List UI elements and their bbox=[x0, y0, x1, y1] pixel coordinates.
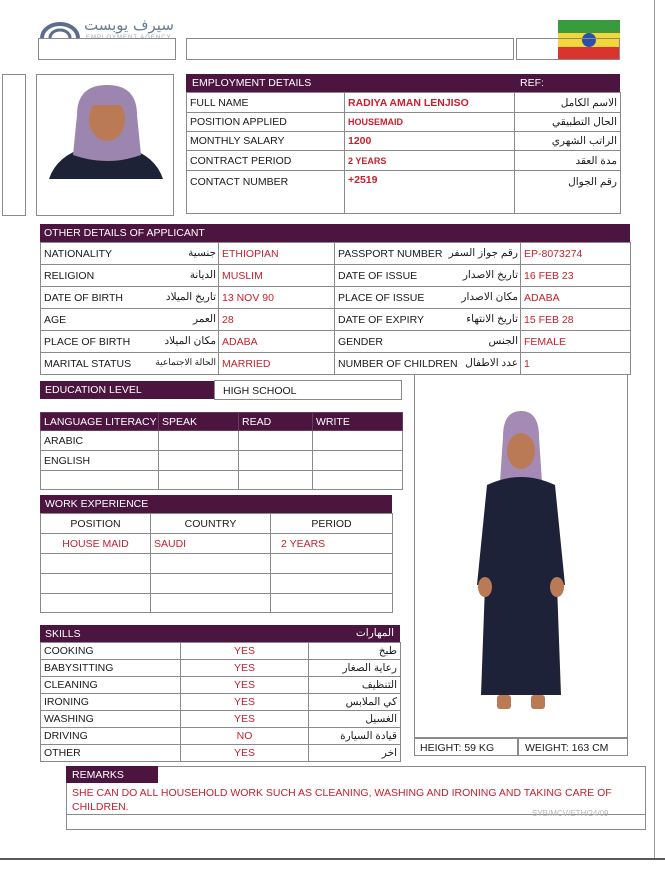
table-row bbox=[41, 694, 401, 711]
work-title: WORK EXPERIENCE bbox=[45, 498, 149, 510]
salary-arabic: الراتب الشهري bbox=[515, 132, 621, 151]
page-edge bbox=[654, 0, 655, 858]
skill-other-arabic: اخر bbox=[309, 745, 401, 762]
pob-arabic: مكان الميلاد bbox=[164, 335, 216, 347]
logo-subtitle: EMPLOYMENT AGENCY bbox=[86, 35, 172, 41]
full-name-value: RADIYA AMAN LENJISO bbox=[345, 93, 515, 113]
nationality-value: ETHIOPIAN bbox=[219, 243, 335, 265]
skill-driving-value: NO bbox=[181, 728, 309, 745]
remarks-text: SHE CAN DO ALL HOUSEHOLD WORK SUCH AS CLEANING, WASHING AND IRONING AND TAKING CARE OF CHILDREN. bbox=[72, 787, 612, 813]
side-box bbox=[2, 74, 26, 216]
skills-title-arabic: المهارات bbox=[355, 627, 394, 639]
table-row bbox=[41, 451, 403, 471]
contact-arabic: رقم الجوال bbox=[515, 171, 621, 214]
children-label: NUMBER OF CHILDREN bbox=[338, 357, 458, 370]
expiry-arabic: تاريخ الانتهاء bbox=[466, 313, 518, 325]
religion-value: MUSLIM bbox=[219, 265, 335, 287]
position-label: POSITION APPLIED bbox=[187, 113, 345, 132]
dob-arabic: تاريخ الميلاد bbox=[165, 291, 216, 303]
skill-other: OTHER bbox=[41, 745, 181, 762]
table-row bbox=[41, 471, 403, 490]
portrait-figure-icon bbox=[37, 75, 173, 215]
children-value: 1 bbox=[521, 353, 631, 375]
table-row bbox=[41, 574, 393, 594]
table-row bbox=[41, 243, 631, 265]
gender-arabic: الجنس bbox=[488, 335, 518, 347]
issue-place-label: PLACE OF ISSUE bbox=[338, 291, 425, 304]
nationality-cell bbox=[41, 243, 219, 265]
skill-washing: WASHING bbox=[41, 711, 181, 728]
language-english: ENGLISH bbox=[41, 451, 159, 471]
passport-label: PASSPORT NUMBER bbox=[338, 247, 443, 260]
table-row bbox=[41, 745, 401, 762]
portrait-photo bbox=[36, 74, 174, 216]
table-row bbox=[187, 171, 621, 214]
work-table bbox=[40, 513, 393, 613]
table-row bbox=[41, 431, 403, 451]
weight-value: WEIGHT: 163 CM bbox=[525, 742, 609, 754]
education-label-text: EDUCATION LEVEL bbox=[45, 384, 142, 396]
skill-ironing: IRONING bbox=[41, 694, 181, 711]
education-label bbox=[40, 381, 214, 399]
logo-icon bbox=[40, 18, 80, 40]
employment-header bbox=[186, 74, 620, 92]
height-value: HEIGHT: 59 KG bbox=[420, 742, 495, 754]
skill-washing-arabic: الغسيل bbox=[309, 711, 401, 728]
full-body-photo bbox=[414, 374, 628, 738]
position-value: HOUSEMAID bbox=[345, 113, 515, 132]
other-title: OTHER DETAILS OF APPLICANT bbox=[44, 227, 205, 239]
skill-cleaning-arabic: التنظيف bbox=[309, 677, 401, 694]
religion-arabic: الديانة bbox=[189, 269, 216, 281]
age-cell bbox=[41, 309, 219, 331]
language-arabic: ARABIC bbox=[41, 431, 159, 451]
issue-place-arabic: مكان الاصدار bbox=[461, 291, 518, 303]
table-row bbox=[187, 132, 621, 151]
position-arabic: الحال التطبيقي bbox=[515, 113, 621, 132]
language-header-speak: SPEAK bbox=[159, 413, 239, 431]
skill-cleaning-value: YES bbox=[181, 677, 309, 694]
table-row bbox=[41, 265, 631, 287]
work-header bbox=[40, 495, 392, 513]
table-row bbox=[41, 353, 631, 375]
issue-date-arabic: تاريخ الاصدار bbox=[462, 269, 518, 281]
education-value-box bbox=[214, 380, 402, 400]
full-name-label: FULL NAME bbox=[187, 93, 345, 113]
table-row bbox=[187, 93, 621, 113]
marital-cell bbox=[41, 353, 219, 375]
top-strip-box-1 bbox=[38, 38, 176, 60]
employment-table bbox=[186, 92, 621, 214]
pob-value: ADABA bbox=[219, 331, 335, 353]
table-row bbox=[41, 660, 401, 677]
passport-cell bbox=[335, 243, 521, 265]
pob-label: PLACE OF BIRTH bbox=[44, 335, 131, 348]
top-strip-box-2 bbox=[186, 38, 514, 60]
skill-driving-arabic: قيادة السيارة bbox=[309, 728, 401, 745]
skill-ironing-value: YES bbox=[181, 694, 309, 711]
skill-babysitting-value: YES bbox=[181, 660, 309, 677]
work-position: HOUSE MAID bbox=[41, 534, 151, 554]
dob-value: 13 NOV 90 bbox=[219, 287, 335, 309]
salary-value: 1200 bbox=[345, 132, 515, 151]
skills-table bbox=[40, 642, 401, 762]
table-row bbox=[41, 514, 393, 534]
table-row bbox=[41, 413, 403, 431]
age-label: AGE bbox=[44, 313, 67, 326]
age-arabic: العمر bbox=[192, 313, 216, 325]
contact-value: +2519 bbox=[345, 171, 515, 214]
work-period: 2 YEARS bbox=[271, 534, 393, 554]
marital-arabic: الحالة الاجتماعية bbox=[155, 357, 216, 367]
expiry-value: 15 FEB 28 bbox=[521, 309, 631, 331]
children-arabic: عدد الاطفال bbox=[465, 357, 518, 369]
weight-box bbox=[518, 738, 628, 756]
work-header-period: PERIOD bbox=[271, 514, 393, 534]
age-value: 28 bbox=[219, 309, 335, 331]
religion-label: RELIGION bbox=[44, 269, 95, 282]
language-header-write: WRITE bbox=[313, 413, 403, 431]
expiry-cell bbox=[335, 309, 521, 331]
contract-label: CONTRACT PERIOD bbox=[187, 151, 345, 171]
language-header-literacy: LANGUAGE LITERACY bbox=[41, 413, 159, 431]
skill-ironing-arabic: كي الملابس bbox=[309, 694, 401, 711]
gender-value: FEMALE bbox=[521, 331, 631, 353]
religion-cell bbox=[41, 265, 219, 287]
table-row bbox=[41, 677, 401, 694]
nationality-arabic: جنسية bbox=[188, 247, 216, 259]
skill-cooking: COOKING bbox=[41, 643, 181, 660]
passport-value: EP-8073274 bbox=[521, 243, 631, 265]
page-bottom-edge bbox=[0, 858, 665, 860]
skill-babysitting-arabic: رعاية الصغار bbox=[309, 660, 401, 677]
work-country: SAUDI bbox=[151, 534, 271, 554]
issue-date-value: 16 FEB 23 bbox=[521, 265, 631, 287]
dob-cell bbox=[41, 287, 219, 309]
other-details-table bbox=[40, 242, 631, 375]
table-row bbox=[41, 309, 631, 331]
height-box bbox=[414, 738, 518, 756]
table-row bbox=[187, 113, 621, 132]
work-header-position: POSITION bbox=[41, 514, 151, 534]
table-row bbox=[41, 643, 401, 660]
salary-label: MONTHLY SALARY bbox=[187, 132, 345, 151]
skill-cooking-value: YES bbox=[181, 643, 309, 660]
table-row bbox=[41, 711, 401, 728]
skill-cleaning: CLEANING bbox=[41, 677, 181, 694]
marital-value: MARRIED bbox=[219, 353, 335, 375]
ref-label: REF: bbox=[520, 77, 544, 89]
contract-value: 2 YEARS bbox=[345, 151, 515, 171]
work-header-country: COUNTRY bbox=[151, 514, 271, 534]
table-row bbox=[41, 594, 393, 613]
issue-place-value: ADABA bbox=[521, 287, 631, 309]
table-row bbox=[41, 554, 393, 574]
table-row bbox=[41, 728, 401, 745]
issue-date-cell bbox=[335, 265, 521, 287]
gender-cell bbox=[335, 331, 521, 353]
logo-arabic: سيرف يوبست bbox=[84, 16, 174, 34]
gender-label: GENDER bbox=[338, 335, 383, 348]
top-strip-box-3 bbox=[516, 38, 620, 60]
remarks-title: REMARKS bbox=[72, 769, 124, 781]
skills-header bbox=[40, 625, 400, 642]
skills-title: SKILLS bbox=[45, 628, 81, 640]
document-code: SYB/MCV/ETH/24/09 bbox=[532, 809, 609, 818]
skill-driving: DRIVING bbox=[41, 728, 181, 745]
issue-date-label: DATE OF ISSUE bbox=[338, 269, 418, 282]
table-row bbox=[41, 534, 393, 554]
skill-washing-value: YES bbox=[181, 711, 309, 728]
contact-label: CONTACT NUMBER bbox=[187, 171, 345, 214]
other-header bbox=[40, 224, 630, 242]
language-header-read: READ bbox=[239, 413, 313, 431]
employment-title: EMPLOYMENT DETAILS bbox=[192, 77, 312, 89]
children-cell bbox=[335, 353, 521, 375]
table-row bbox=[41, 287, 631, 309]
full-body-figure-icon bbox=[415, 375, 627, 737]
passport-arabic: رقم جواز السفر bbox=[448, 247, 518, 259]
dob-label: DATE OF BIRTH bbox=[44, 291, 123, 304]
contract-arabic: مدة العقد bbox=[515, 151, 621, 171]
full-name-arabic: الاسم الكامل bbox=[515, 93, 621, 113]
table-row bbox=[187, 151, 621, 171]
skill-other-value: YES bbox=[181, 745, 309, 762]
expiry-label: DATE OF EXPIRY bbox=[338, 313, 424, 326]
remarks-header bbox=[66, 766, 158, 783]
issue-place-cell bbox=[335, 287, 521, 309]
pob-cell bbox=[41, 331, 219, 353]
language-table bbox=[40, 412, 403, 490]
table-row bbox=[41, 331, 631, 353]
nationality-label: NATIONALITY bbox=[44, 247, 113, 260]
education-value: HIGH SCHOOL bbox=[223, 385, 297, 397]
marital-label: MARITAL STATUS bbox=[44, 357, 132, 370]
skill-cooking-arabic: طبخ bbox=[309, 643, 401, 660]
skill-babysitting: BABYSITTING bbox=[41, 660, 181, 677]
